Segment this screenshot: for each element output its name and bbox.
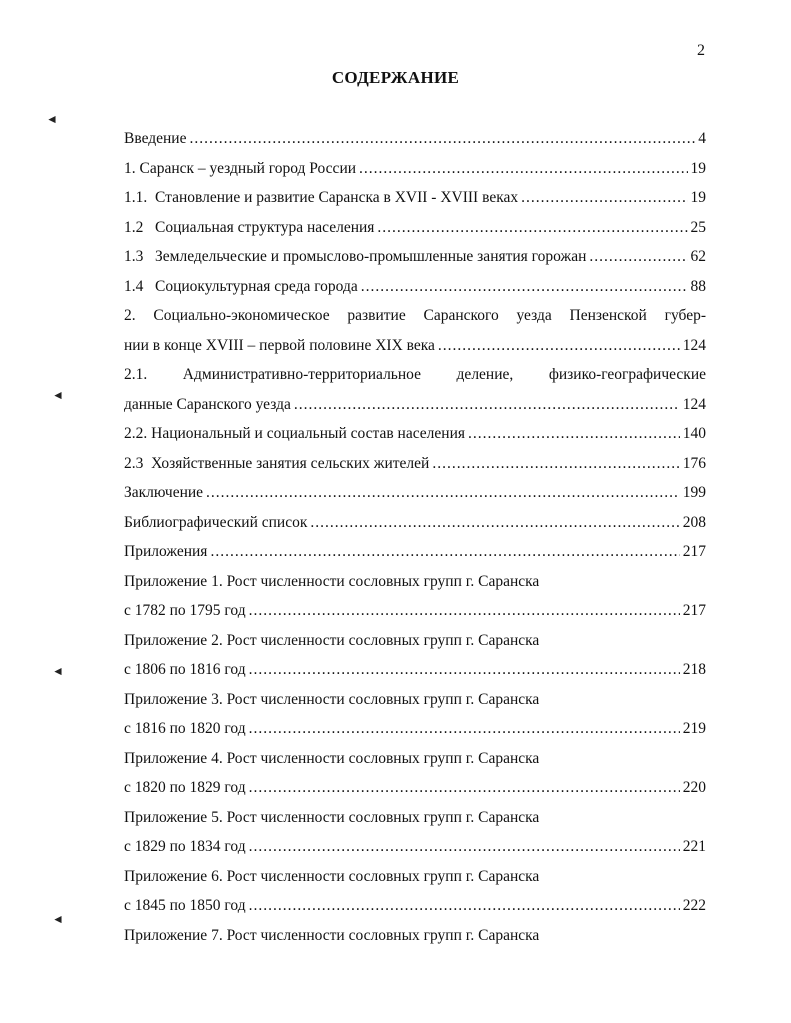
- toc-label-line-2: нии в конце XVIII – первой половине XIX века: [124, 336, 435, 354]
- toc-page: 19: [690, 189, 706, 206]
- toc-label: 1.2 Социальная структура населения: [124, 218, 375, 236]
- toc-page: 217: [682, 543, 706, 560]
- toc-entry-intro[interactable]: [124, 124, 706, 154]
- toc-label-line-2: с 1782 по 1795 год: [124, 602, 246, 619]
- dot-leader: [377, 213, 687, 243]
- toc-entry-chapter-2[interactable]: [124, 301, 706, 360]
- toc-entry-appendices[interactable]: [124, 537, 706, 567]
- toc-entry-section-2-2[interactable]: [124, 419, 706, 449]
- toc-entry-bibliography[interactable]: [124, 508, 706, 538]
- toc-label-line-2: с 1806 по 1816 год: [124, 661, 246, 678]
- toc-entry-appendix-2[interactable]: [124, 626, 706, 685]
- toc-entry-section-1-1[interactable]: [124, 183, 706, 213]
- toc-page: 208: [682, 513, 706, 531]
- toc-label-line-1: Приложение 3. Рост численности сословных групп г. Саранска: [124, 690, 540, 708]
- toc-label: 2.2. Национальный и социальный состав населения: [124, 425, 466, 442]
- dot-leader: [210, 537, 679, 567]
- toc-entry-section-2-3[interactable]: [124, 449, 706, 479]
- toc-label-line-1: 2.1. Административно-территориальное деление, физико-географические: [124, 366, 706, 383]
- toc-label: 2.3 Хозяйственные занятия сельских жителей: [124, 454, 430, 472]
- toc-page: 124: [682, 336, 706, 354]
- toc-page: 140: [682, 425, 706, 442]
- toc-entry-appendix-5[interactable]: [124, 803, 706, 862]
- toc-page: 176: [682, 454, 706, 472]
- dot-leader: [249, 832, 680, 862]
- dot-leader: [249, 596, 680, 626]
- punch-hole-mark-icon: ◄: [46, 112, 58, 126]
- toc-entry-appendix-4[interactable]: [124, 744, 706, 803]
- toc-entry-appendix-6[interactable]: [124, 862, 706, 921]
- page-title: СОДЕРЖАНИЕ: [331, 68, 460, 87]
- punch-hole-mark-icon: ◄: [52, 664, 64, 678]
- toc-label: 1.3 Земледельческие и промыслово-промышленные занятия горожан: [124, 248, 587, 265]
- toc-page: 124: [682, 395, 706, 413]
- toc-page: 220: [682, 779, 706, 796]
- dot-leader: [294, 390, 680, 420]
- toc-label-line-1: Приложение 6. Рост численности сословных групп г. Саранска: [124, 867, 540, 885]
- toc-page: 19: [690, 159, 706, 177]
- toc-label-line-2: с 1829 по 1834 год: [124, 838, 246, 855]
- toc-entry-appendix-3[interactable]: [124, 685, 706, 744]
- toc-label: 1.4 Социокультурная среда города: [124, 277, 358, 295]
- toc-label-line-1: Приложение 5. Рост численности сословных групп г. Саранска: [124, 808, 540, 826]
- dot-leader: [521, 183, 687, 213]
- toc-label: 1. Саранск – уездный город России: [124, 159, 357, 177]
- toc-label-line-2: с 1845 по 1850 год: [124, 897, 246, 914]
- page-number: 2: [697, 42, 705, 59]
- toc-label-line-2: с 1816 по 1820 год: [124, 720, 246, 737]
- toc-label: Заключение: [124, 484, 204, 501]
- toc-page: 25: [690, 218, 706, 236]
- toc-page: 62: [690, 248, 706, 265]
- toc-entry-appendix-1[interactable]: [124, 567, 706, 626]
- dot-leader: [310, 508, 679, 538]
- toc-label: Введение: [124, 130, 187, 147]
- dot-leader: [438, 331, 680, 361]
- toc-label: Приложения: [124, 543, 208, 560]
- toc-entry-chapter-1[interactable]: [124, 154, 706, 184]
- toc-label-line-2: с 1820 по 1829 год: [124, 779, 246, 796]
- punch-hole-mark-icon: ◄: [52, 388, 64, 402]
- dot-leader: [249, 655, 680, 685]
- toc-label-line-1: Приложение 2. Рост численности сословных групп г. Саранска: [124, 631, 540, 649]
- dot-leader: [589, 242, 687, 272]
- dot-leader: [361, 272, 688, 302]
- toc-page: 4: [698, 130, 706, 147]
- toc-page: 222: [682, 897, 706, 914]
- toc-page: 88: [690, 277, 706, 295]
- toc-label-line-1: Приложение 1. Рост численности сословных групп г. Саранска: [124, 572, 540, 590]
- dot-leader: [189, 124, 695, 154]
- toc-label-line-1: Приложение 7. Рост численности сословных групп г. Саранска: [124, 926, 540, 944]
- toc-page: 218: [682, 661, 706, 678]
- toc-entry-appendix-7[interactable]: [124, 921, 706, 951]
- dot-leader: [249, 714, 680, 744]
- toc-label-line-1: 2. Социально-экономическое развитие Саранского уезда Пензенской губер-: [124, 307, 706, 324]
- dot-leader: [468, 419, 680, 449]
- toc-entry-conclusion[interactable]: [124, 478, 706, 508]
- toc-entry-section-1-3[interactable]: [124, 242, 706, 272]
- toc-label-line-2: данные Саранского уезда: [124, 395, 291, 413]
- toc-label: 1.1. Становление и развитие Саранска в XVII - XVIII веках: [124, 189, 519, 206]
- toc-label: Библиографический список: [124, 513, 308, 531]
- toc-entry-section-1-4[interactable]: [124, 272, 706, 302]
- dot-leader: [206, 478, 680, 508]
- toc-page: 199: [682, 484, 706, 501]
- dot-leader: [432, 449, 679, 479]
- dot-leader: [249, 773, 680, 803]
- toc-label-line-1: Приложение 4. Рост численности сословных групп г. Саранска: [124, 749, 540, 767]
- dot-leader: [359, 154, 687, 184]
- dot-leader: [249, 891, 680, 921]
- table-of-contents: [124, 124, 706, 950]
- toc-entry-section-1-2[interactable]: [124, 213, 706, 243]
- punch-hole-mark-icon: ◄: [52, 912, 64, 926]
- toc-page: 219: [682, 720, 706, 737]
- toc-page: 221: [682, 838, 706, 855]
- toc-page: 217: [682, 602, 706, 619]
- toc-entry-section-2-1[interactable]: [124, 360, 706, 419]
